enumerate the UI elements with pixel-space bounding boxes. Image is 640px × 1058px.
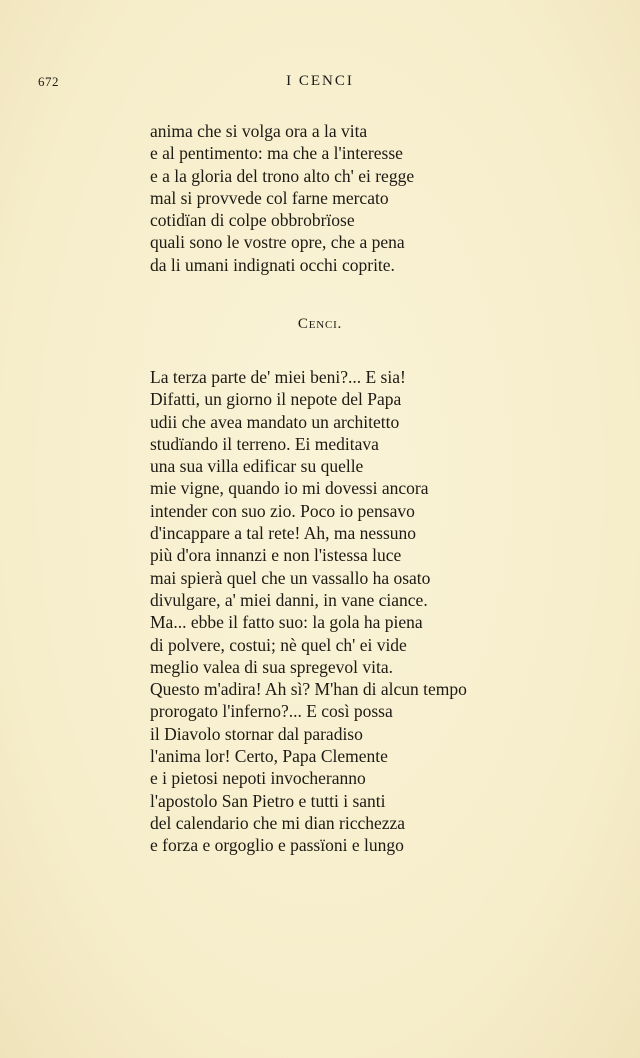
verse-stanza-2 [150,366,467,857]
verse-line: La terza parte de' miei beni?... E sia! [150,367,406,387]
verse-line: il Diavolo stornar dal paradiso [150,723,363,744]
verse-line: d'incappare a tal rete! Ah, ma nessuno [150,523,417,544]
verse-line: di polvere, costui; nè quel ch' ei vide [150,634,407,655]
verse-line: del calendario che mi dian ricchezza [150,812,406,833]
verse-line: una sua villa edificar su quelle [150,456,364,477]
verse-line: e forza e orgoglio e passïoni e lungo [150,835,404,856]
verse-line: mie vigne, quando io mi dovessi ancora [150,478,429,499]
verse-line: prorogato l'inferno?... E così possa [150,701,393,722]
speaker-name: Cenci. [297,316,343,332]
verse-line: intender con suo zio. Poco io pensavo [150,500,415,521]
verse-line: mal si provvede col farne mercato [150,187,389,208]
verse-line: divulgare, a' miei danni, in vane ciance. [150,589,428,610]
verse-line: cotidïan di colpe obbrobrïose [150,210,355,231]
verse-line: da li umani indignati occhi coprite. [150,254,395,275]
verse-stanza-1 [150,120,414,276]
running-title: I CENCI [286,73,354,89]
verse-line: l'apostolo San Pietro e tutti i santi [150,790,386,811]
verse-line: più d'ora innanzi e non l'istessa luce [150,545,402,566]
verse-line: meglio valea di sua spregevol vita. [150,656,393,677]
verse-line: udii che avea mandato un architetto [150,411,400,432]
verse-line: quali sono le vostre opre, che a pena [150,232,405,253]
verse-line: Difatti, un giorno il nepote del Papa [150,389,402,410]
verse-line: anima che si volga ora a la vita [150,121,368,141]
page-number: 672 [38,74,59,89]
verse-line: e i pietosi nepoti invocheranno [150,768,366,789]
verse-line: Ma... ebbe il fatto suo: la gola ha piena [150,612,423,633]
verse-line: e al pentimento: ma che a l'interesse [150,143,403,164]
verse-line: studïando il terreno. Ei meditava [150,433,379,454]
verse-line: mai spierà quel che un vassallo ha osato [150,567,431,588]
verse-line: e a la gloria del trono alto ch' ei regge [150,165,415,186]
verse-line: Questo m'adira! Ah sì? M'han di alcun tempo [150,679,467,700]
verse-line: l'anima lor! Certo, Papa Clemente [150,746,388,767]
